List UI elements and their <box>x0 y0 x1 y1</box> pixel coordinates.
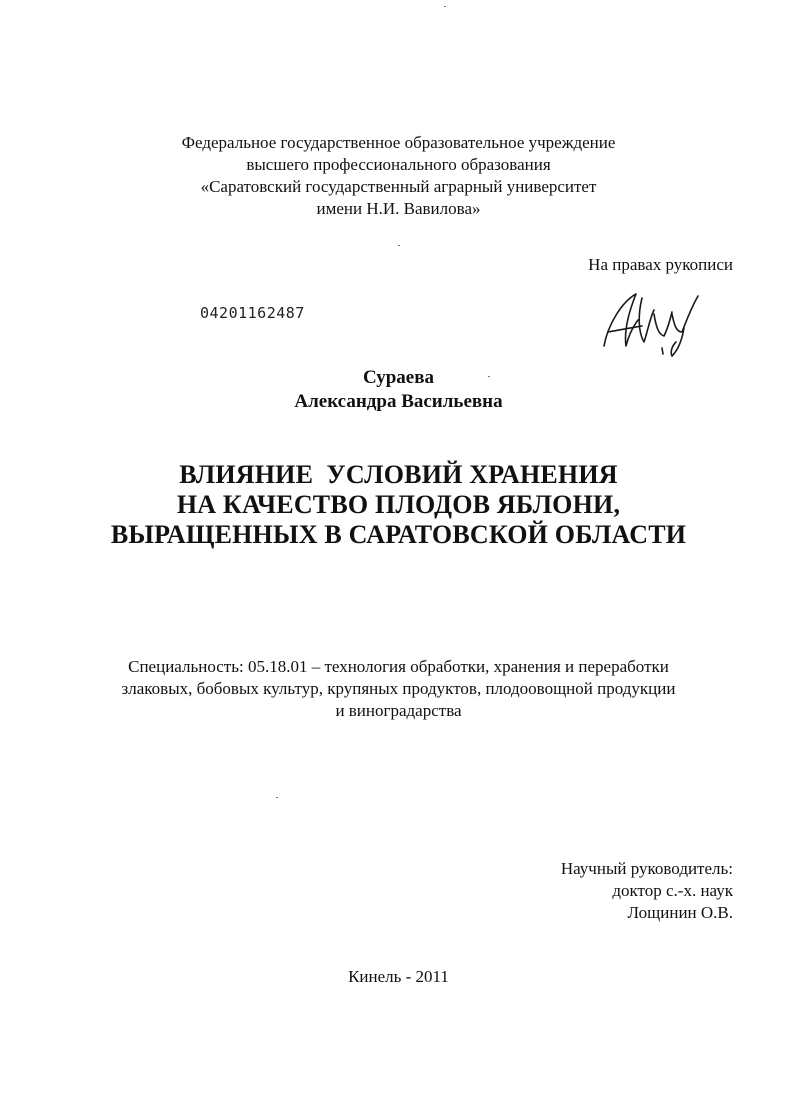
specialty-line: Специальность: 05.18.01 – технология обработки, хранения и переработки <box>128 657 669 676</box>
dissertation-title <box>0 460 797 550</box>
institution-line: «Саратовский государственный аграрный университет <box>200 177 597 196</box>
title-line: НА КАЧЕСТВО ПЛОДОВ ЯБЛОНИ, <box>176 490 621 519</box>
scan-speck <box>488 376 490 377</box>
specialty-line: злаковых, бобовых культур, крупяных продуктов, плодоовощной продукции <box>121 679 676 698</box>
specialty-block <box>0 656 797 722</box>
scan-speck <box>276 797 278 798</box>
institution-line: высшего профессионального образования <box>246 155 551 174</box>
supervisor-name: Лощинин О.В. <box>627 903 733 922</box>
scan-speck <box>398 245 400 246</box>
supervisor-degree: доктор с.-х. наук <box>612 881 733 900</box>
handwritten-signature <box>598 284 708 364</box>
author-given-names: Александра Васильевна <box>294 391 503 412</box>
manuscript-rights-note: На правах рукописи <box>588 255 733 274</box>
institution-line: имени Н.И. Вавилова» <box>316 199 481 218</box>
title-line: ВЛИЯНИЕ УСЛОВИЙ ХРАНЕНИЯ <box>179 460 618 489</box>
title-line: ВЫРАЩЕННЫХ В САРАТОВСКОЙ ОБЛАСТИ <box>110 520 687 549</box>
author-block <box>0 366 797 414</box>
institution-block <box>0 132 797 220</box>
author-surname: Сураева <box>362 367 434 388</box>
registry-number-stamp: 04201162487 <box>200 304 305 322</box>
supervisor-label: Научный руководитель: <box>560 859 733 878</box>
supervisor-block <box>561 858 733 924</box>
scan-speck <box>444 6 446 7</box>
place-year: Кинель - 2011 <box>348 967 449 986</box>
specialty-line: и виноградарства <box>335 701 462 720</box>
institution-line: Федеральное государственное образовательное учреждение <box>181 133 616 152</box>
